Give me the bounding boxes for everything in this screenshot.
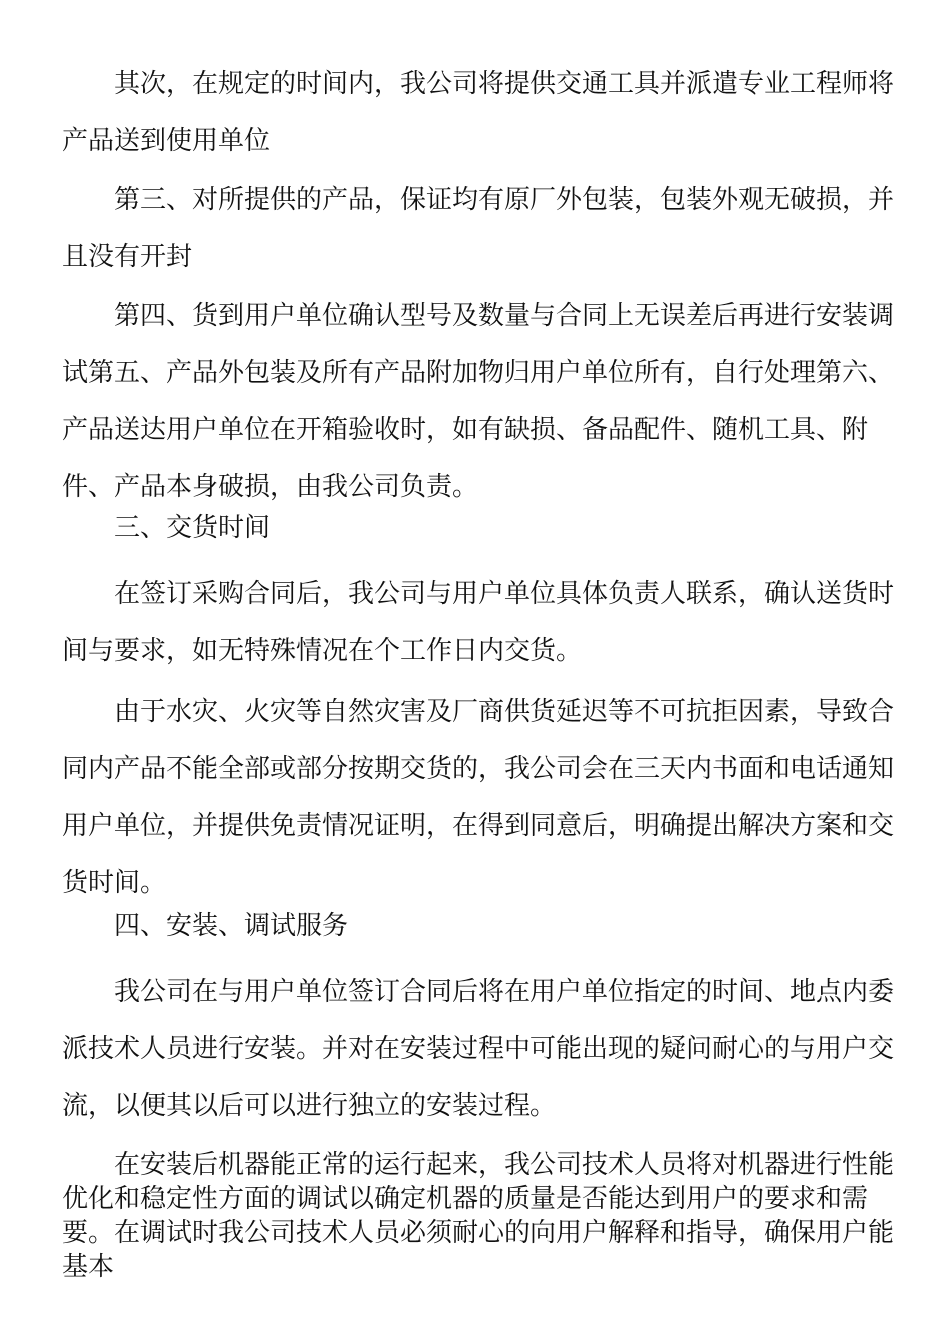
- section-heading-delivery-time: 三、交货时间: [114, 513, 271, 543]
- paragraph-acceptance: 第四、货到用户单位确认型号及数量与合同上无误差后再进行安装调试第五、产品外包装及所有产品附加物归用户单位所有，自行处理第六、产品送达用户单位在开箱验收时，如有缺损、备品配件、随机工具、附件、产品本身破损，由我公司负责。: [62, 301, 895, 502]
- paragraph-packaging: 第三、对所提供的产品，保证均有原厂外包装，包装外观无破损，并且没有开封: [62, 185, 895, 272]
- paragraph-installation: 我公司在与用户单位签订合同后将在用户单位指定的时间、地点内委派技术人员进行安装。并对在安装过程中可能出现的疑问耐心的与用户交流，以便其以后可以进行独立的安装过程。: [62, 977, 895, 1121]
- paragraph-force-majeure: 由于水灾、火灾等自然灾害及厂商供货延迟等不可抗拒因素，导致合同内产品不能全部或部分按期交货的，我公司会在三天内书面和电话通知用户单位，并提供免责情况证明，在得到同意后，明确提出解决方案和交货时间。: [62, 697, 895, 898]
- section-heading-installation: 四、安装、调试服务: [114, 911, 349, 941]
- paragraph-delivery-time: 在签订采购合同后，我公司与用户单位具体负责人联系，确认送货时间与要求，如无特殊情况在个工作日内交货。: [62, 579, 895, 666]
- paragraph-delivery-transport: 其次，在规定的时间内，我公司将提供交通工具并派遣专业工程师将产品送到使用单位: [62, 69, 895, 156]
- paragraph-debugging: 在安装后机器能正常的运行起来，我公司技术人员将对机器进行性能优化和稳定性方面的调试以确定机器的质量是否能达到用户的要求和需要。在调试时我公司技术人员必须耐心的向用户解释和指导，确保用户能基本: [62, 1150, 895, 1282]
